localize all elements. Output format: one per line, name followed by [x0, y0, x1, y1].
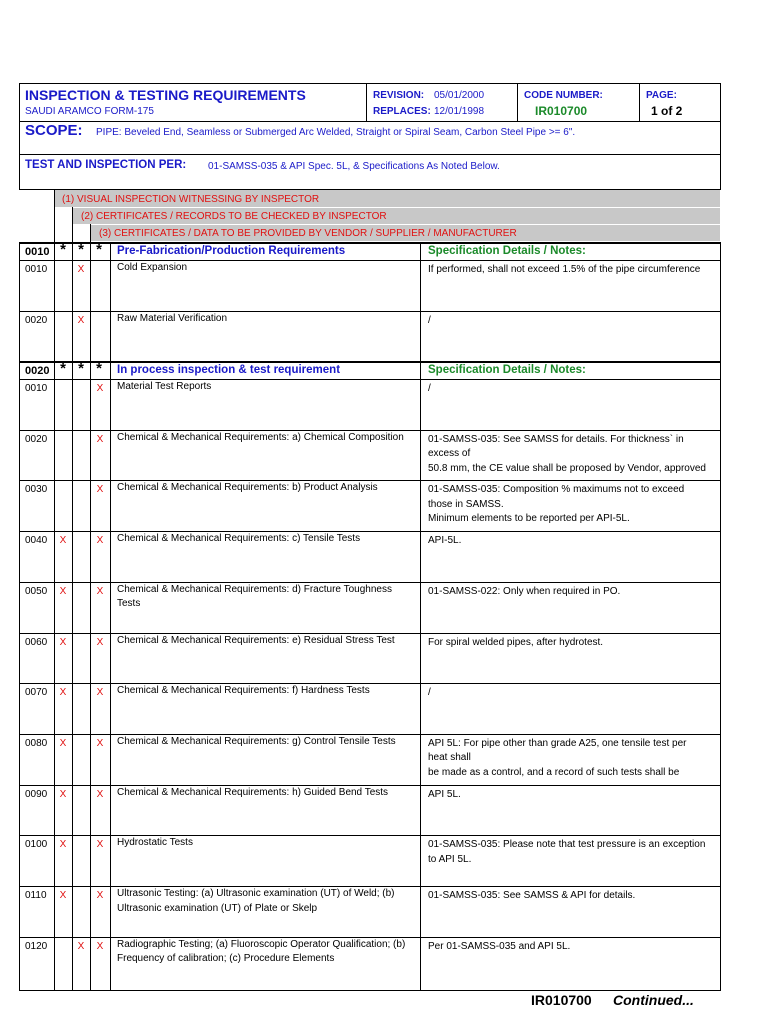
- row-note-line: Minimum elements to be reported per API-5L.: [428, 513, 630, 525]
- table-row-code: 0010: [25, 383, 48, 394]
- table-row-code: 0090: [25, 788, 48, 800]
- row-note-line: heat shall: [428, 752, 471, 764]
- row-mark-visual: X: [59, 535, 67, 547]
- row-mark-vendor-data: X: [96, 484, 104, 496]
- row-note-line: to API 5L.: [428, 853, 472, 865]
- test-per-label: TEST AND INSPECTION PER:: [25, 159, 187, 171]
- section-code: 0010: [25, 246, 50, 258]
- row-mark-visual: X: [59, 585, 67, 597]
- table-row-code: 0040: [25, 535, 48, 547]
- replaces-label: REPLACES:: [373, 106, 431, 117]
- row-mark-certificates: X: [77, 940, 85, 952]
- row-description: Chemical & Mechanical Requirements: e) Residual Stress Test: [117, 634, 395, 646]
- table-row-code: 0020: [25, 433, 48, 445]
- row-mark-visual: X: [59, 687, 67, 699]
- row-mark-vendor-data: X: [96, 687, 104, 699]
- section-star: *: [78, 241, 84, 258]
- row-mark-vendor-data: X: [96, 585, 104, 597]
- section-notes-label: Specification Details / Notes:: [428, 364, 586, 376]
- row-note-line: Per 01-SAMSS-035 and API 5L.: [428, 940, 571, 952]
- row-description: Chemical & Mechanical Requirements: c) Tensile Tests: [117, 533, 361, 545]
- page-value: 1 of 2: [651, 104, 683, 118]
- section-notes-label: Specification Details / Notes:: [428, 245, 586, 257]
- page-label: PAGE:: [646, 90, 677, 101]
- revision-label: REVISION:: [373, 90, 425, 101]
- replaces-value: 12/01/1998: [434, 106, 485, 117]
- footer-continued: Continued...: [613, 992, 694, 1008]
- row-mark-vendor-data: X: [96, 636, 104, 648]
- code-number-label: CODE NUMBER:: [524, 90, 603, 101]
- section-title: Pre-Fabrication/Production Requirements: [117, 245, 346, 257]
- section-star: *: [60, 360, 66, 377]
- row-mark-visual: X: [59, 890, 67, 901]
- row-mark-visual: X: [59, 737, 67, 749]
- section-title: In process inspection & test requirement: [117, 364, 341, 376]
- legend-item-3: (3) CERTIFICATES / DATA TO BE PROVIDED BY VENDOR / SUPPLIER / MANUFACTURER: [99, 228, 517, 239]
- row-note-line: be made as a control, and a record of such tests shall be: [428, 766, 680, 778]
- row-note-line: /: [428, 687, 431, 699]
- table-row-code: 0070: [25, 687, 48, 699]
- row-note-line: API-5L.: [428, 535, 462, 547]
- table-row-code: 0010: [25, 264, 48, 275]
- table-row-code: 0120: [25, 940, 48, 952]
- table-row-code: 0020: [25, 314, 48, 326]
- row-mark-certificates: X: [77, 314, 85, 326]
- footer-code: IR010700: [531, 992, 592, 1008]
- table-row-code: 0100: [25, 839, 48, 851]
- row-description: Chemical & Mechanical Requirements: f) Hardness Tests: [117, 685, 370, 697]
- section-star: *: [96, 241, 102, 258]
- row-mark-visual: X: [59, 839, 67, 851]
- row-note-line: 01-SAMSS-035: Please note that test pressure is an exception: [428, 839, 706, 851]
- row-mark-vendor-data: X: [96, 890, 104, 901]
- row-note-line: 01-SAMSS-035: See SAMSS & API for details.: [428, 890, 636, 901]
- test-per-text: 01-SAMSS-035 & API Spec. 5L, & Specifications As Noted Below.: [208, 161, 500, 172]
- section-code: 0020: [25, 365, 50, 377]
- row-description: Radiographic Testing; (a) Fluoroscopic Operator Qualification; (b) Frequency of calibration; (c) Procedure Elements: [117, 938, 406, 965]
- row-note-line: 01-SAMSS-022: Only when required in PO.: [428, 585, 621, 597]
- form-number: SAUDI ARAMCO FORM-175: [25, 106, 154, 117]
- row-note-line: API 5L: For pipe other than grade A25, one tensile test per: [428, 737, 687, 749]
- row-mark-vendor-data: X: [96, 433, 104, 445]
- row-note-line: If performed, shall not exceed 1.5% of the pipe circumference: [428, 264, 701, 275]
- row-mark-visual: X: [59, 788, 67, 800]
- row-description: Chemical & Mechanical Requirements: d) Fracture Toughness Tests: [117, 583, 392, 610]
- row-note-line: 50.8 mm, the CE value shall be proposed by Vendor, approved: [428, 462, 706, 474]
- row-description: Chemical & Mechanical Requirements: b) Product Analysis: [117, 482, 378, 494]
- section-star: *: [96, 360, 102, 377]
- row-mark-vendor-data: X: [96, 839, 104, 851]
- code-number-value: IR010700: [535, 104, 588, 118]
- legend-item-2: (2) CERTIFICATES / RECORDS TO BE CHECKED BY INSPECTOR: [81, 211, 387, 222]
- row-mark-vendor-data: X: [96, 535, 104, 547]
- scope-label: SCOPE:: [25, 122, 83, 139]
- row-note-line: excess of: [428, 448, 471, 460]
- row-description: Hydrostatic Tests: [117, 837, 193, 849]
- row-note-line: 01-SAMSS-035: Composition % maximums not to exceed: [428, 484, 685, 496]
- row-description: Raw Material Verification: [117, 312, 228, 324]
- form-title: INSPECTION & TESTING REQUIREMENTS: [25, 87, 306, 103]
- row-mark-vendor-data: X: [96, 737, 104, 749]
- row-note-line: 01-SAMSS-035: See SAMSS for details. For thickness` in: [428, 433, 684, 445]
- row-description: Ultrasonic Testing: (a) Ultrasonic examination (UT) of Weld; (b) Ultrasonic examination (UT) of Plate or Skelp: [117, 888, 395, 914]
- section-star: *: [60, 241, 66, 258]
- section-star: *: [78, 360, 84, 377]
- row-mark-certificates: X: [77, 264, 85, 275]
- row-note-line: those in SAMSS.: [428, 498, 504, 510]
- scope-text: PIPE: Beveled End, Seamless or Submerged Arc Welded, Straight or Spiral Seam, Carbon Steel Pipe >= 6".: [96, 127, 576, 138]
- row-description: Material Test Reports: [117, 381, 212, 392]
- row-mark-vendor-data: X: [96, 940, 104, 952]
- row-note-line: /: [428, 383, 431, 394]
- row-note-line: For spiral welded pipes, after hydrotest.: [428, 636, 604, 648]
- row-note-line: /: [428, 314, 431, 326]
- row-mark-vendor-data: X: [96, 788, 104, 800]
- row-description: Cold Expansion: [117, 262, 188, 273]
- row-mark-visual: X: [59, 636, 67, 648]
- table-row-code: 0060: [25, 636, 48, 648]
- row-description: Chemical & Mechanical Requirements: a) Chemical Composition: [117, 431, 404, 443]
- revision-value: 05/01/2000: [434, 90, 485, 101]
- table-row-code: 0050: [25, 585, 48, 597]
- row-mark-vendor-data: X: [96, 383, 104, 394]
- row-description: Chemical & Mechanical Requirements: h) Guided Bend Tests: [117, 786, 389, 798]
- table-row-code: 0110: [25, 890, 47, 901]
- table-row-code: 0080: [25, 737, 48, 749]
- row-description: Chemical & Mechanical Requirements: g) Control Tensile Tests: [117, 735, 396, 747]
- row-note-line: API 5L.: [428, 788, 461, 800]
- legend-item-1: (1) VISUAL INSPECTION WITNESSING BY INSPECTOR: [62, 194, 320, 205]
- table-row-code: 0030: [25, 484, 48, 496]
